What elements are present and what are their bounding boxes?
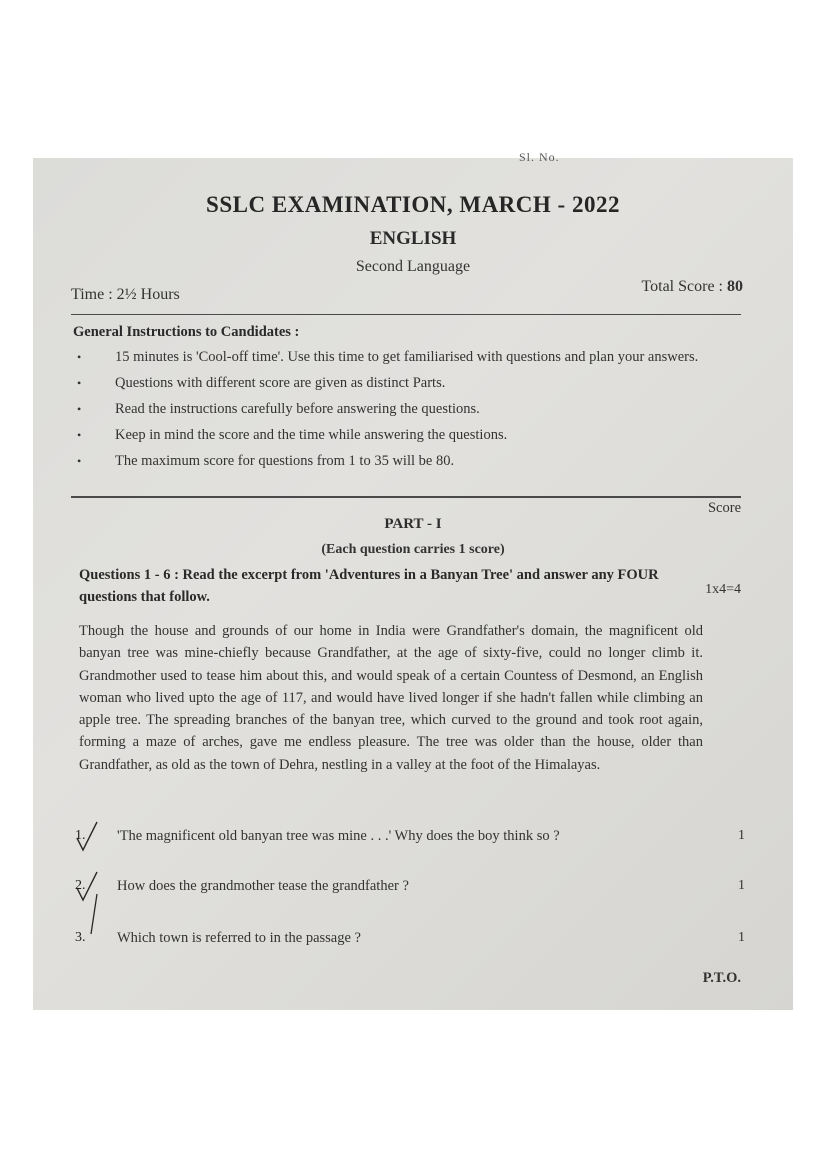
exam-paper — [33, 150, 793, 1010]
instructions-divider — [71, 496, 741, 498]
instruction-item: • Read the instructions carefully before answering the questions. — [73, 398, 743, 420]
question-group-intro: Questions 1 - 6 : Read the excerpt from 'Adventures in a Banyan Tree' and answer any FOUR questions that follow. — [79, 567, 659, 605]
exam-title: SSLC EXAMINATION, MARCH - 2022 — [206, 192, 620, 217]
exam-time: Time : 2½ Hours — [71, 286, 180, 303]
instructions-heading: General Instructions to Candidates : — [73, 324, 300, 340]
subject-title: ENGLISH — [369, 228, 457, 249]
part-note: (Each question carries 1 score) — [321, 542, 505, 557]
question-score: 1 — [738, 828, 745, 843]
part-title: PART - I — [384, 516, 442, 532]
question-number: 3. — [75, 930, 86, 945]
question-number: 2. — [75, 878, 86, 893]
instruction-item: • The maximum score for questions from 1 to 35 will be 80. — [73, 450, 743, 472]
instruction-item: • Questions with different score are given as distinct Parts. — [73, 372, 743, 394]
question-score: 1 — [738, 878, 745, 893]
instruction-item: • Keep in mind the score and the time while answering the questions. — [73, 424, 743, 446]
total-score — [641, 278, 743, 296]
instruction-item: • 15 minutes is 'Cool-off time'. Use this time to get familiarised with questions and plan your answers. — [73, 346, 743, 368]
reading-passage: Though the house and grounds of our home in India were Grandfather's domain, the magnificent old banyan tree was mine-chiefly because Grandfather, at the age of sixty-five, could no longer climb it. Grandmother used to tease him about this, and would speak of a certain Countess of Desmond, an English woman who lived upto the age of 117, and would have lived longer if she hadn't fallen while climbing an apple tree. The spreading branches of the banyan tree, which curved to the ground and took root again, forming a maze of arches, gave me endless pleasure. The tree was older than the house, older than Grandfather, as old as the town of Dehra, nestling in a valley at the foot of the Himalayas. — [79, 623, 703, 773]
total-score-label: Total Score : — [641, 278, 723, 295]
question-text: 'The magnificent old banyan tree was mine . . .' Why does the boy think so ? — [117, 828, 560, 844]
question-score: 1 — [738, 930, 745, 945]
language-level: Second Language — [355, 258, 471, 275]
score-column-heading: Score — [707, 500, 741, 516]
header-divider — [71, 314, 741, 315]
serial-number-label: Sl. No. — [519, 150, 560, 164]
total-score-value: 80 — [727, 278, 743, 295]
question-text: How does the grandmother tease the grandfather ? — [117, 878, 409, 894]
question-group-score: 1x4=4 — [705, 582, 741, 597]
instructions-list — [73, 346, 743, 476]
page-turn-indicator: P.T.O. — [702, 970, 741, 986]
handwritten-stroke-icon — [89, 894, 99, 934]
question-text: Which town is referred to in the passage ? — [117, 930, 361, 946]
question-number: 1. — [75, 828, 86, 843]
